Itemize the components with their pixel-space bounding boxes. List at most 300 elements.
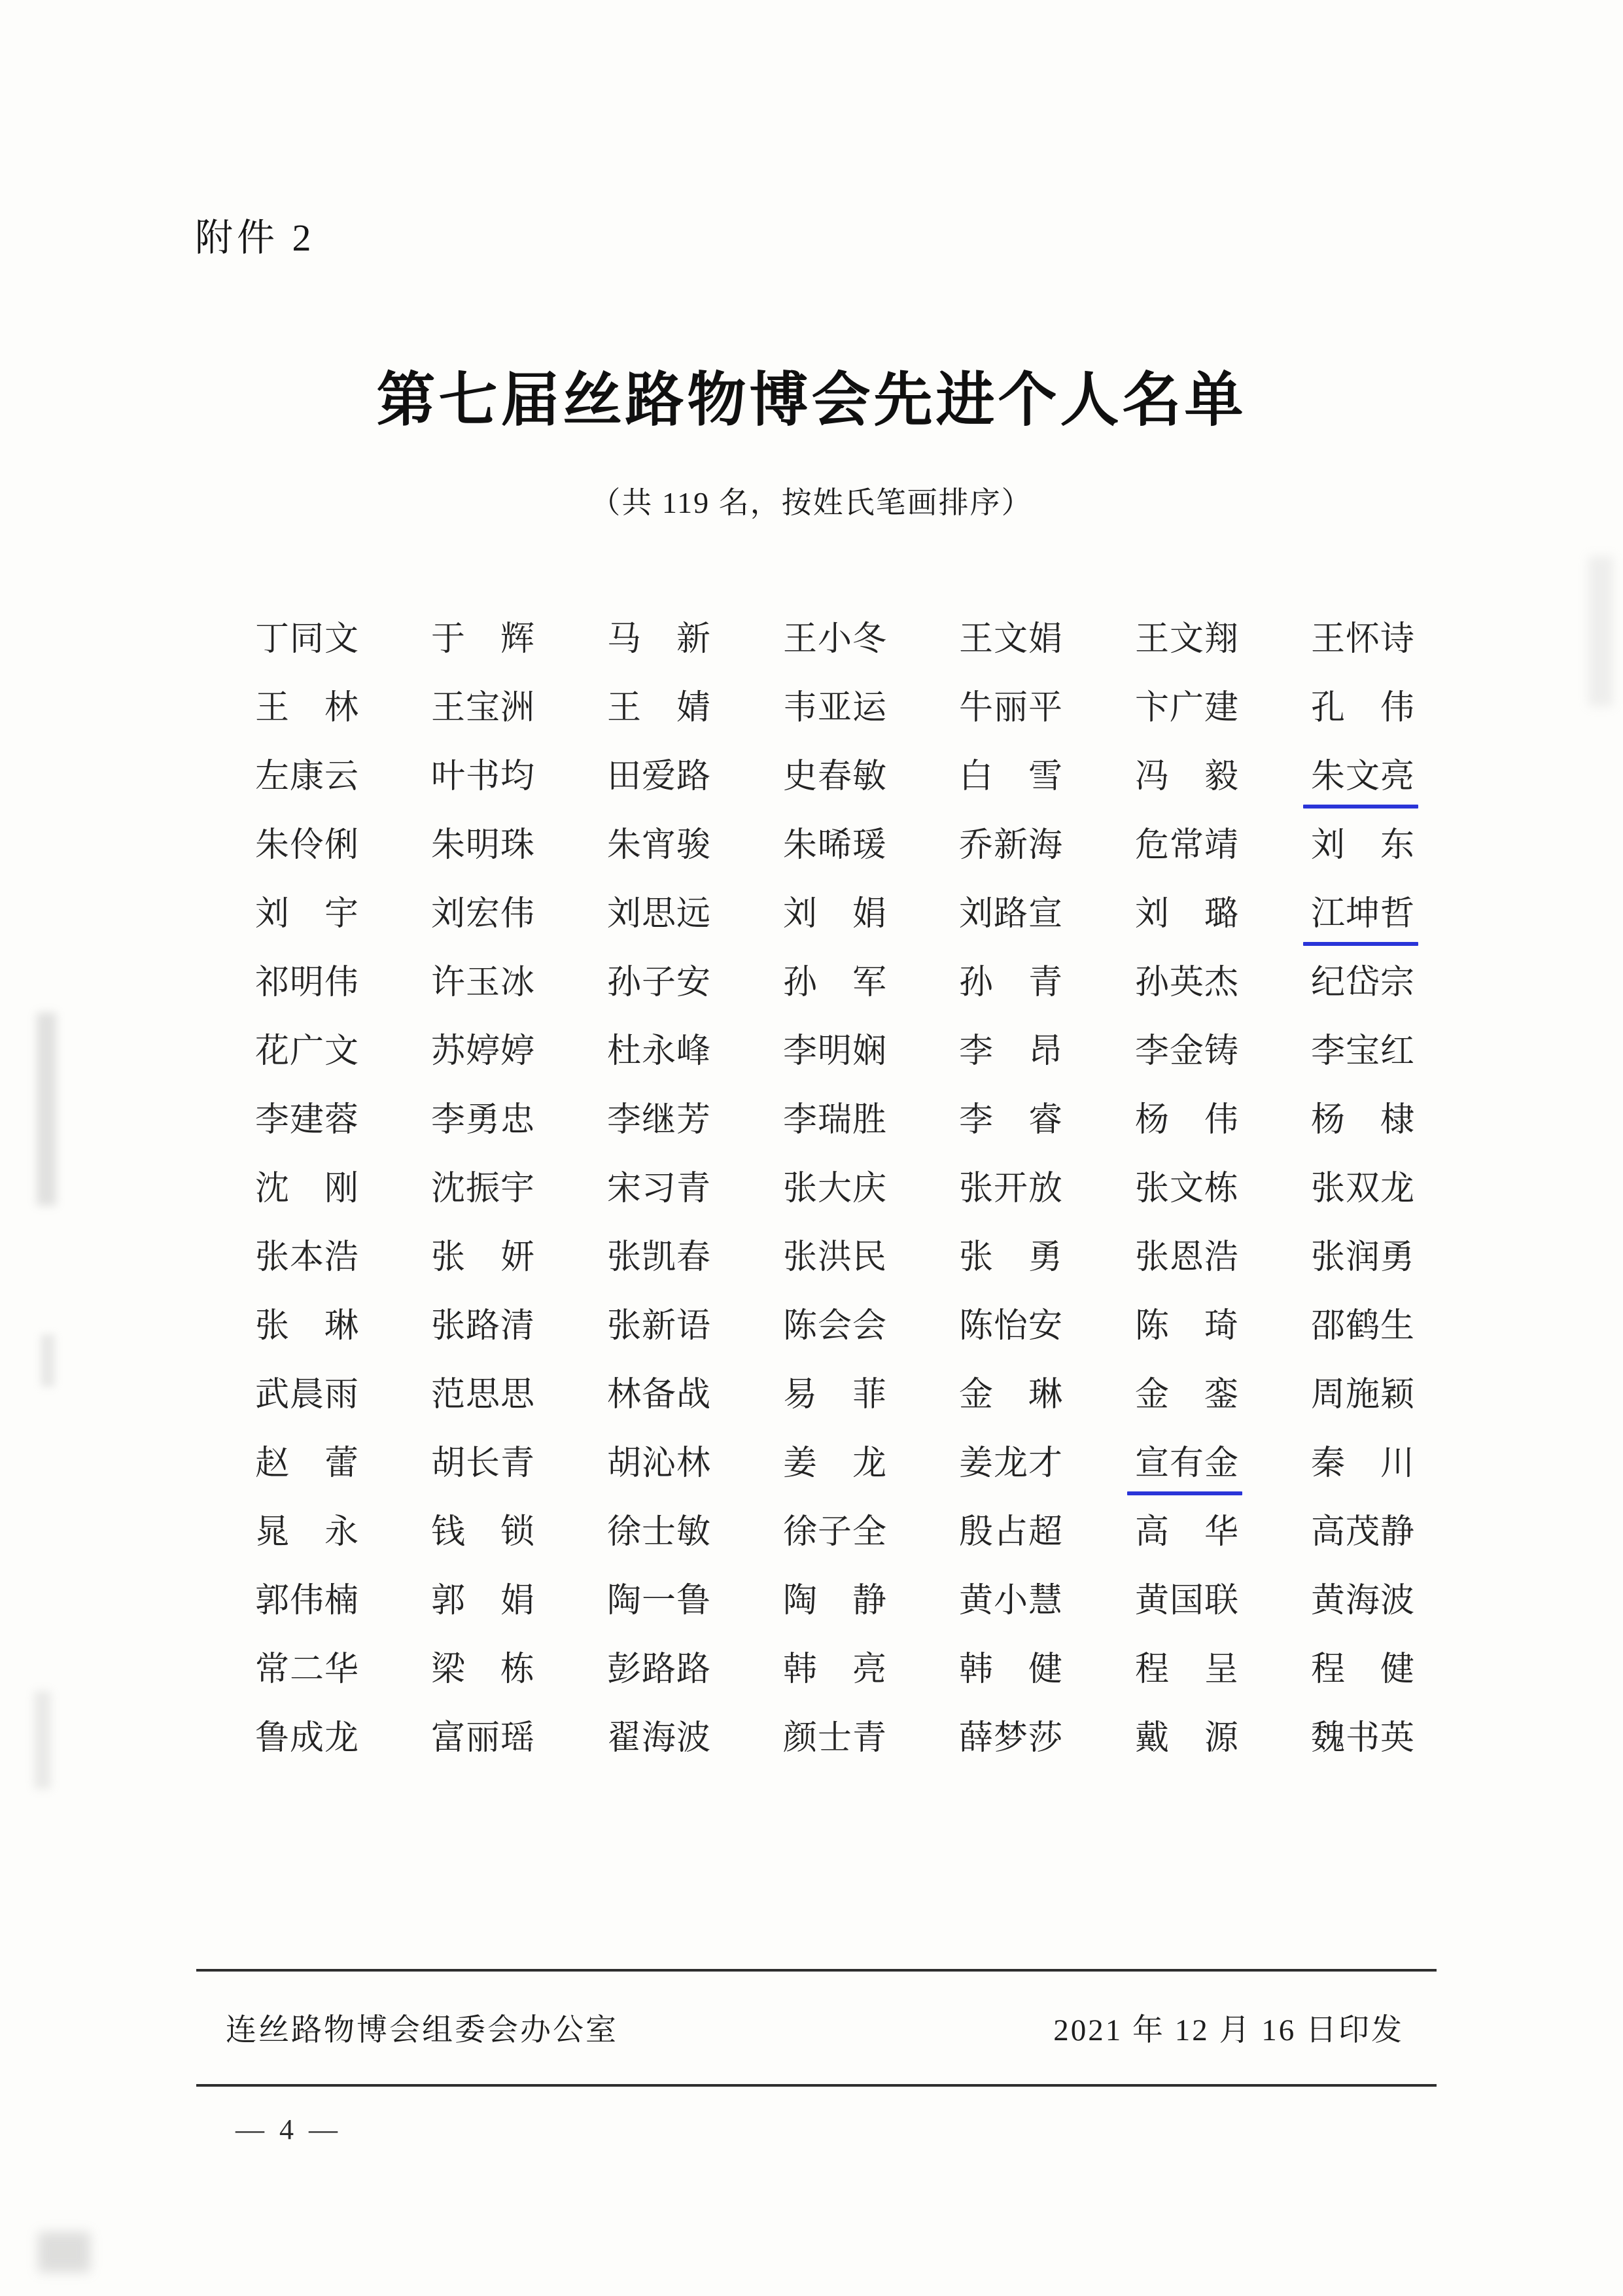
- name-char: 李: [431, 1102, 466, 1139]
- name-char: 陈: [1135, 1308, 1170, 1345]
- name-char: 邵: [1311, 1308, 1346, 1345]
- name-char: 徐: [607, 1514, 642, 1551]
- name-char: 徐: [783, 1514, 818, 1551]
- name-char: 刘: [1135, 896, 1170, 933]
- name-char: 丽: [993, 689, 1028, 727]
- name-cell: [783, 1717, 886, 1760]
- name-cell: [783, 618, 886, 661]
- name-cell: [959, 1442, 1062, 1485]
- name-char: 小: [817, 621, 852, 658]
- name-char: 联: [1204, 1582, 1238, 1620]
- name-char: 长: [465, 1445, 500, 1482]
- name-cell: [607, 618, 710, 661]
- name-char: 张: [431, 1308, 466, 1345]
- name-char: 波: [1380, 1582, 1414, 1620]
- name-cell: [959, 1648, 1062, 1691]
- name-cell: [1311, 1648, 1414, 1691]
- name-char: 同: [289, 621, 324, 658]
- name-char: 孙: [783, 964, 818, 1001]
- name-char: 婷: [465, 1033, 500, 1070]
- name-char: 会: [817, 1308, 852, 1345]
- name-char: 本: [289, 1239, 324, 1276]
- name-char: 薛: [959, 1720, 994, 1757]
- name-char: 会: [852, 1308, 886, 1345]
- name-char: 杰: [1204, 964, 1238, 1001]
- name-cell: [959, 893, 1062, 935]
- name-char: 路: [676, 1651, 710, 1688]
- page-number: — 4 —: [236, 2113, 341, 2146]
- name-char: 魏: [1311, 1720, 1346, 1757]
- name-char: 国: [1169, 1582, 1204, 1620]
- name-cell: [255, 1648, 358, 1691]
- name-char: 田: [607, 758, 642, 795]
- name-char: 军: [852, 964, 886, 1001]
- name-row: [255, 1429, 1414, 1498]
- name-char: 朱: [255, 827, 290, 864]
- name-char: 李: [255, 1102, 290, 1139]
- name-cell: [1311, 1168, 1414, 1210]
- name-char: 晞: [817, 827, 852, 864]
- name-char: 远: [676, 896, 710, 933]
- name-char: 华: [324, 1651, 358, 1688]
- name-char: 李: [1135, 1033, 1170, 1070]
- name-cell: [1135, 687, 1238, 729]
- name-cell: [255, 618, 358, 661]
- name-char: 花: [255, 1033, 290, 1070]
- name-char: 浩: [324, 1239, 358, 1276]
- name-char: 文: [324, 621, 358, 658]
- name-char: 王: [1135, 621, 1170, 658]
- name-cell: [255, 1030, 358, 1073]
- name-char: 小: [993, 1582, 1028, 1620]
- name-char: 宝: [1345, 1033, 1380, 1070]
- name-cell: [1311, 1717, 1414, 1760]
- name-char: 李: [1311, 1033, 1346, 1070]
- name-char: 静: [852, 1582, 886, 1620]
- footer-line: [196, 2006, 1437, 2049]
- name-cell: [431, 893, 534, 935]
- name-char: 春: [676, 1239, 710, 1276]
- name-char: 苏: [431, 1033, 466, 1070]
- name-char: 鲁: [255, 1720, 290, 1757]
- name-char: 銮: [1204, 1376, 1238, 1414]
- name-cell: [255, 893, 358, 935]
- name-char: 珠: [500, 827, 534, 864]
- name-char: 白: [959, 758, 994, 795]
- name-char: 睿: [1028, 1102, 1062, 1139]
- name-char: 龙: [324, 1720, 358, 1757]
- name-char: 张: [1135, 1170, 1170, 1208]
- name-char: 宝: [465, 689, 500, 727]
- name-cell: [255, 1099, 358, 1141]
- page-subtitle: （共 119 名，按姓氏笔画排序）: [590, 486, 1033, 519]
- name-char: 戴: [1135, 1720, 1170, 1757]
- footer-issuer: 连丝路物博会组委会办公室: [226, 2013, 618, 2047]
- name-char: 双: [1345, 1170, 1380, 1208]
- name-char: 刘: [431, 896, 466, 933]
- name-char: 勇: [1028, 1239, 1062, 1276]
- name-char: 伟: [1204, 1102, 1238, 1139]
- name-char: 勇: [465, 1102, 500, 1139]
- name-char: 瑞: [817, 1102, 852, 1139]
- name-char: 朱: [783, 827, 818, 864]
- name-char: 明: [289, 964, 324, 1001]
- name-row: [255, 1223, 1414, 1292]
- name-cell: [783, 893, 886, 935]
- footer-date: 2021 年 12 月 16 日印发: [1053, 2013, 1404, 2047]
- name-char: 朱: [607, 827, 642, 864]
- name-char: 海: [1345, 1582, 1380, 1620]
- name-char: 永: [641, 1033, 676, 1070]
- name-char: 胡: [607, 1445, 642, 1482]
- name-char: 占: [993, 1514, 1028, 1551]
- name-char: 士: [817, 1720, 852, 1757]
- name-char: 靖: [1204, 827, 1238, 864]
- name-cell: [255, 1236, 358, 1279]
- name-char: 浩: [1204, 1239, 1238, 1276]
- name-char: 均: [500, 758, 534, 795]
- name-cell: [1135, 1717, 1238, 1760]
- name-row: [255, 1292, 1414, 1361]
- name-char: 雨: [324, 1376, 358, 1414]
- name-char: 姜: [959, 1445, 994, 1482]
- name-cell: [607, 1580, 710, 1622]
- name-char: 林: [607, 1376, 642, 1414]
- name-char: 俐: [324, 827, 358, 864]
- name-row: [255, 1086, 1414, 1155]
- name-char: 王: [783, 621, 818, 658]
- name-cell: [431, 1580, 534, 1622]
- name-char: 大: [817, 1170, 852, 1208]
- name-char: 爱: [641, 758, 676, 795]
- name-char: 刘: [607, 896, 642, 933]
- name-char: 开: [993, 1170, 1028, 1208]
- name-char: 宗: [1380, 964, 1414, 1001]
- name-char: 龙: [852, 1445, 886, 1482]
- name-char: 乔: [959, 827, 994, 864]
- name-cell: [959, 687, 1062, 729]
- name-cell: [1135, 893, 1238, 935]
- name-row: [255, 948, 1414, 1017]
- name-char: 许: [431, 964, 466, 1001]
- name-cell: [255, 962, 358, 1004]
- name-row: [255, 1155, 1414, 1223]
- name-char: 翔: [1204, 621, 1238, 658]
- name-char: 海: [1028, 827, 1062, 864]
- name-char: 忠: [500, 1102, 534, 1139]
- name-cell: [1135, 1374, 1238, 1416]
- name-char: 高: [1135, 1514, 1170, 1551]
- name-char: 波: [676, 1720, 710, 1757]
- name-char: 永: [324, 1514, 358, 1551]
- name-char: 娟: [852, 896, 886, 933]
- name-cell: [255, 1717, 358, 1760]
- name-cell: [431, 1442, 534, 1485]
- name-cell: [1135, 824, 1238, 867]
- name-cell: [255, 687, 358, 729]
- name-cell: [783, 1580, 886, 1622]
- name-char: 李: [959, 1102, 994, 1139]
- name-char: 岱: [1345, 964, 1380, 1001]
- name-char: 王: [959, 621, 994, 658]
- page-title: 第七届丝路物博会先进个人名单: [376, 368, 1247, 433]
- name-cell: [431, 1099, 534, 1141]
- name-char: 安: [1028, 1308, 1062, 1345]
- name-char: 张: [783, 1170, 818, 1208]
- name-char: 金: [1169, 1033, 1204, 1070]
- name-char: 有: [1169, 1445, 1204, 1482]
- name-char: 梦: [993, 1720, 1028, 1757]
- name-char: 孔: [1311, 689, 1346, 727]
- name-char: 杨: [1135, 1102, 1170, 1139]
- name-char: 金: [1204, 1445, 1238, 1482]
- footer-rule-top: [196, 1969, 1437, 1972]
- name-char: 二: [289, 1651, 324, 1688]
- name-char: 张: [607, 1239, 642, 1276]
- name-char: 平: [1028, 689, 1062, 727]
- name-char: 王: [607, 689, 642, 727]
- name-char: 昂: [1028, 1033, 1062, 1070]
- name-char: 冬: [852, 621, 886, 658]
- name-char: 习: [641, 1170, 676, 1208]
- name-cell: [607, 1442, 710, 1485]
- name-char: 晁: [255, 1514, 290, 1551]
- name-char: 春: [817, 758, 852, 795]
- name-char: 路: [993, 896, 1028, 933]
- scan-artifact: [1588, 556, 1613, 706]
- name-char: 江: [1311, 896, 1346, 933]
- name-char: 毅: [1204, 758, 1238, 795]
- name-char: 才: [1028, 1445, 1062, 1482]
- name-cell: [783, 687, 886, 729]
- name-char: 超: [1028, 1514, 1062, 1551]
- name-char: 刘: [783, 896, 818, 933]
- name-char: 莎: [1028, 1720, 1062, 1757]
- name-cell: [607, 962, 710, 1004]
- name-cell: [1135, 756, 1238, 798]
- name-char: 秦: [1311, 1445, 1346, 1482]
- name-char: 朱: [1311, 758, 1346, 795]
- scan-artifact: [37, 1013, 56, 1206]
- name-cell: [1311, 687, 1414, 729]
- name-char: 放: [1028, 1170, 1062, 1208]
- name-char: 思: [465, 1376, 500, 1414]
- name-char: 宋: [607, 1170, 642, 1208]
- name-char: 陶: [607, 1582, 642, 1620]
- name-char: 文: [993, 621, 1028, 658]
- name-char: 孙: [959, 964, 994, 1001]
- name-cell: [1135, 1168, 1238, 1210]
- name-char: 路: [465, 1308, 500, 1345]
- name-char: 凯: [641, 1239, 676, 1276]
- name-row: [255, 1704, 1414, 1773]
- name-cell: [783, 1168, 886, 1210]
- name-cell: [959, 618, 1062, 661]
- name-char: 张: [959, 1170, 994, 1208]
- name-char: 宵: [641, 827, 676, 864]
- name-char: 娴: [852, 1033, 886, 1070]
- name-char: 黄: [1135, 1582, 1170, 1620]
- name-cell: [1311, 962, 1414, 1004]
- name-char: 张: [255, 1239, 290, 1276]
- name-char: 翟: [607, 1720, 642, 1757]
- name-row: [255, 1017, 1414, 1086]
- name-char: 新: [993, 827, 1028, 864]
- name-cell: [255, 824, 358, 867]
- name-char: 李: [959, 1033, 994, 1070]
- name-cell: [255, 1168, 358, 1210]
- name-char: 丁: [255, 621, 290, 658]
- name-char: 士: [641, 1514, 676, 1551]
- name-char: 郭: [431, 1582, 466, 1620]
- name-char: 云: [324, 758, 358, 795]
- name-char: 马: [607, 621, 642, 658]
- name-char: 栋: [500, 1651, 534, 1688]
- name-char: 蓉: [324, 1102, 358, 1139]
- name-cell: [255, 1374, 358, 1416]
- name-cell: [607, 1236, 710, 1279]
- name-char: 常: [1169, 827, 1204, 864]
- name-char: 祁: [255, 964, 290, 1001]
- name-char: 一: [641, 1582, 676, 1620]
- name-char: 郭: [255, 1582, 290, 1620]
- name-cell: [1135, 1030, 1238, 1073]
- name-char: 孙: [607, 964, 642, 1001]
- name-char: 张: [1311, 1239, 1346, 1276]
- name-char: 运: [852, 689, 886, 727]
- name-cell: [255, 1442, 358, 1485]
- name-char: 楠: [324, 1582, 358, 1620]
- attachment-label: 附件 2: [195, 217, 315, 259]
- name-char: 川: [1380, 1445, 1414, 1482]
- name-char: 东: [1380, 827, 1414, 864]
- name-char: 姜: [783, 1445, 818, 1482]
- name-cell: [1311, 893, 1414, 935]
- name-char: 周: [1311, 1376, 1346, 1414]
- name-char: 文: [1169, 1170, 1204, 1208]
- name-char: 雪: [1028, 758, 1062, 795]
- name-row: [255, 674, 1414, 742]
- name-char: 建: [1204, 689, 1238, 727]
- name-char: 瑗: [852, 827, 886, 864]
- name-char: 张: [607, 1308, 642, 1345]
- name-cell: [431, 1511, 534, 1554]
- name-cell: [431, 618, 534, 661]
- name-char: 清: [500, 1308, 534, 1345]
- name-char: 广: [1169, 689, 1204, 727]
- name-char: 璐: [1204, 896, 1238, 933]
- name-char: 史: [783, 758, 818, 795]
- name-char: 青: [676, 1170, 710, 1208]
- name-char: 静: [1380, 1514, 1414, 1551]
- name-char: 张: [783, 1239, 818, 1276]
- name-char: 新: [641, 1308, 676, 1345]
- name-char: 胡: [431, 1445, 466, 1482]
- name-char: 左: [255, 758, 290, 795]
- scan-artifact: [34, 1691, 51, 1789]
- name-cell: [783, 1442, 886, 1485]
- name-char: 叶: [431, 758, 466, 795]
- name-char: 哲: [1380, 896, 1414, 933]
- name-cell: [1135, 1580, 1238, 1622]
- name-cell: [1311, 1511, 1414, 1554]
- name-char: 坤: [1345, 896, 1380, 933]
- name-char: 辉: [500, 621, 534, 658]
- name-char: 沁: [641, 1445, 676, 1482]
- name-cell: [783, 1099, 886, 1141]
- name-cell: [607, 687, 710, 729]
- name-char: 张: [959, 1239, 994, 1276]
- name-cell: [783, 962, 886, 1004]
- name-cell: [431, 962, 534, 1004]
- name-char: 铸: [1204, 1033, 1238, 1070]
- name-char: 妍: [500, 1239, 534, 1276]
- name-cell: [959, 1717, 1062, 1760]
- name-char: 玉: [465, 964, 500, 1001]
- name-cell: [959, 1580, 1062, 1622]
- name-char: 张: [255, 1308, 290, 1345]
- footer-rule-bottom: [196, 2084, 1437, 2087]
- name-char: 张: [431, 1239, 466, 1276]
- name-char: 林: [676, 1445, 710, 1482]
- name-char: 路: [641, 1651, 676, 1688]
- name-char: 刘: [959, 896, 994, 933]
- name-char: 振: [465, 1170, 500, 1208]
- name-cell: [783, 1511, 886, 1554]
- name-char: 颖: [1380, 1376, 1414, 1414]
- name-char: 安: [676, 964, 710, 1001]
- name-char: 武: [255, 1376, 290, 1414]
- name-char: 纪: [1311, 964, 1346, 1001]
- name-cell: [431, 1305, 534, 1348]
- name-char: 青: [852, 1720, 886, 1757]
- name-cell: [431, 1717, 534, 1760]
- name-cell: [1135, 618, 1238, 661]
- name-char: 富: [431, 1720, 466, 1757]
- name-char: 钱: [431, 1514, 466, 1551]
- name-char: 亚: [817, 689, 852, 727]
- name-cell: [959, 824, 1062, 867]
- name-char: 广: [289, 1033, 324, 1070]
- name-char: 易: [783, 1376, 818, 1414]
- name-cell: [1311, 1580, 1414, 1622]
- name-cell: [607, 893, 710, 935]
- name-cell: [1311, 1374, 1414, 1416]
- name-cell: [783, 1236, 886, 1279]
- name-char: 李: [783, 1033, 818, 1070]
- name-char: 瑶: [500, 1720, 534, 1757]
- name-char: 思: [641, 896, 676, 933]
- name-char: 金: [959, 1376, 994, 1414]
- name-char: 呈: [1204, 1651, 1238, 1688]
- name-char: 施: [1345, 1376, 1380, 1414]
- name-cell: [783, 756, 886, 798]
- name-cell: [1135, 1099, 1238, 1141]
- name-char: 王: [255, 689, 290, 727]
- name-cell: [1135, 1648, 1238, 1691]
- scan-artifact: [41, 1334, 55, 1387]
- name-cell: [607, 1717, 710, 1760]
- name-cell: [959, 1168, 1062, 1210]
- name-char: 书: [1345, 1720, 1380, 1757]
- name-cell: [607, 824, 710, 867]
- name-char: 青: [500, 1445, 534, 1482]
- name-char: 殷: [959, 1514, 994, 1551]
- name-char: 棣: [1380, 1102, 1414, 1139]
- name-row: [255, 1361, 1414, 1429]
- name-cell: [431, 1236, 534, 1279]
- name-char: 琳: [324, 1308, 358, 1345]
